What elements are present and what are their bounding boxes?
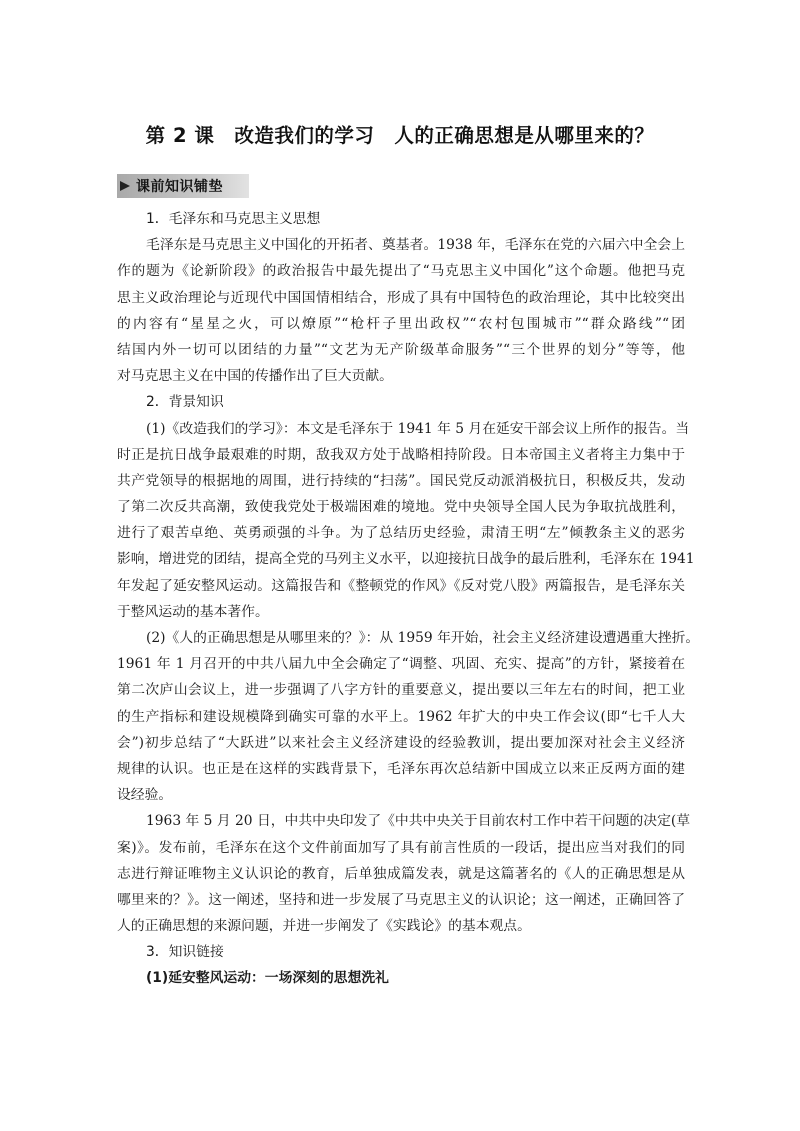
body-line: 会”)初步总结了“大跃进”以来社会主义经济建设的经验教训，提出要加深对社会主义经济 — [117, 734, 685, 751]
body-line: 年发起了延安整风运动。这篇报告和《整顿党的作风》《反对党八股》两篇报告，是毛泽东关 — [117, 577, 685, 594]
section-banner — [117, 174, 249, 198]
body-line: 的生产指标和建设规模降到确实可靠的水平上。1962 年扩大的中央工作会议(即“七千人大 — [117, 708, 685, 725]
paragraph-last-line: 设经验。 — [117, 787, 173, 804]
lesson-title: 第 2 课 改造我们的学习 人的正确思想是从哪里来的？ — [145, 124, 655, 147]
section-banner-label: 课前知识铺垫 — [136, 179, 223, 195]
paragraph-last-line: 对马克思主义在中国的传播作出了巨大贡献。 — [117, 368, 393, 385]
body-line: 影响，增进党的团结，提高全党的马列主义水平，以迎接抗日战争的最后胜利，毛泽东在 1941 — [117, 551, 695, 568]
body-line: 结国内外一切可以团结的力量”“文艺为无产阶级革命服务”“三个世界的划分”等等，他 — [117, 341, 685, 358]
paragraph-first-line: 1963 年 5 月 20 日，中共中央印发了《中共中央关于目前农村工作中若干问题的决定(草 — [146, 813, 691, 830]
paragraph-last-line: 于整风运动的基本著作。 — [117, 603, 269, 620]
body-line: 时正是抗日战争最艰难的时期，敌我双方处于战略相持阶段。日本帝国主义者将主力集中于 — [117, 446, 685, 463]
body-line: 作的题为《论新阶段》的政治报告中最先提出了“马克思主义中国化”这个命题。他把马克 — [117, 263, 685, 280]
body-line: 了第二次反共高潮，致使我党处于极端困难的境地。党中央领导全国人民为争取抗战胜利， — [117, 499, 685, 516]
paragraph-first-line: (2)《人的正确思想是从哪里来的？》：从 1959 年开始，社会主义经济建设遭遇重大挫折。 — [146, 630, 700, 646]
document-body — [117, 206, 700, 992]
paragraph-first-line: 毛泽东是马克思主义中国化的开拓者、奠基者。1938 年，毛泽东在党的六届六中全会上 — [146, 237, 685, 254]
body-line: 第二次庐山会议上，进一步强调了八字方针的重要意义，提出要以三年左右的时间，把工业 — [117, 682, 685, 699]
section-heading: 3．知识链接 — [146, 944, 224, 961]
body-line: 哪里来的？》。这一阐述，坚持和进一步发展了马克思主义的认识论；这一阐述，正确回答了 — [117, 891, 685, 908]
body-line: 共产党领导的根据地的周围，进行持续的“扫荡”。国民党反动派消极抗日，积极反共，发动 — [117, 472, 685, 489]
section-heading: 1．毛泽东和马克思主义思想 — [146, 211, 321, 227]
body-line: 进行了艰苦卓绝、英勇顽强的斗争。为了总结历史经验，肃清王明“左”倾教条主义的恶劣 — [117, 525, 685, 542]
body-line: 思主义政治理论与近现代中国国情相结合，形成了具有中国特色的政治理论，其中比较突出 — [117, 289, 685, 306]
body-line: 案)》。发布前，毛泽东在这个文件前面加写了具有前言性质的一段话，提出应当对我们的同 — [117, 839, 685, 856]
body-line: 的内容有“星星之火，可以燎原”“枪杆子里出政权”“农村包围城市”“群众路线”“团 — [117, 315, 685, 332]
arrow-icon — [120, 181, 130, 191]
section-heading: 2．背景知识 — [146, 394, 224, 411]
body-line: 1961 年 1 月召开的中共八届九中全会确定了“调整、巩固、充实、提高”的方针，紧接着在 — [117, 656, 685, 673]
subsection-heading: (1)延安整风运动：一场深刻的思想洗礼 — [146, 970, 389, 987]
body-line: 规律的认识。也正是在这样的实践背景下，毛泽东再次总结新中国成立以来正反两方面的建 — [117, 760, 685, 777]
paragraph-first-line: (1)《改造我们的学习》：本文是毛泽东于 1941 年 5 月在延安干部会议上所作的报告。当 — [146, 420, 690, 437]
paragraph-last-line: 人的正确思想的来源问题，并进一步阐发了《实践论》的基本观点。 — [117, 918, 531, 935]
body-line: 志进行辩证唯物主义认识论的教育，后单独成篇发表，就是这篇著名的《人的正确思想是从 — [117, 865, 685, 882]
